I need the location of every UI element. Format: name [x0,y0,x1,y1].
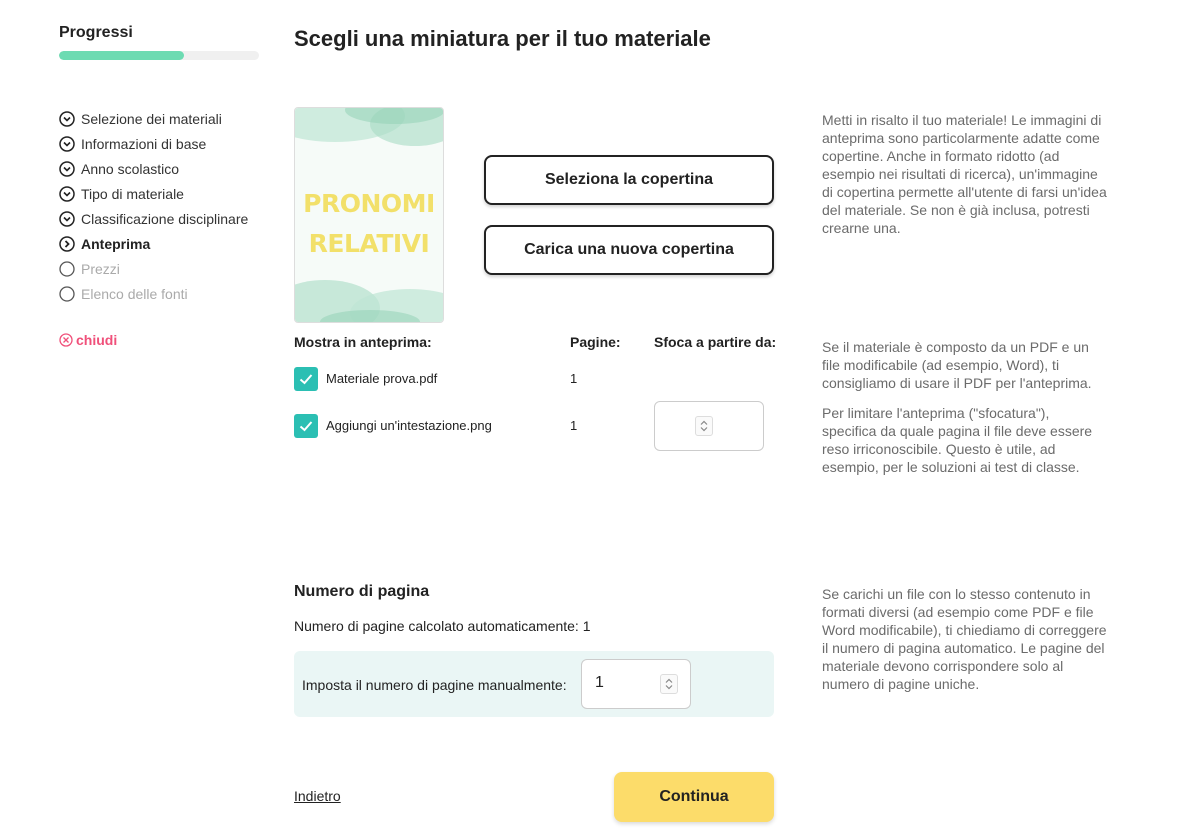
file-name: Aggiungi un'intestazione.png [326,418,492,433]
progress-bar [59,51,259,60]
progress-title: Progressi [59,24,133,41]
manual-pages-box [294,651,774,717]
thumbnail-title [295,184,443,264]
checkmark-icon [298,371,314,387]
step-list [59,106,259,306]
blur-help-text: Per limitare l'anteprima ("sfocatura"), specifica da quale pagina il file deve essere reso irriconoscibile. Questo è utile, ad esempio, per le soluzioni ai test di classe. [822,405,1093,475]
file-row [294,414,714,438]
step-material-selection[interactable] [59,106,259,131]
page-title: Scegli una miniatura per il tuo materiale [294,26,711,51]
empty-circle-icon [59,286,75,302]
back-link[interactable]: Indietro [294,788,341,804]
step-label: Classificazione disciplinare [81,210,249,227]
blur-from-page-input[interactable] [654,401,764,451]
step-basic-info[interactable] [59,131,259,156]
close-link[interactable] [59,332,259,348]
select-cover-button[interactable]: Seleziona la copertina [484,155,774,205]
stepper-arrows[interactable] [660,674,678,694]
preview-checkbox[interactable] [294,414,318,438]
manual-pages-label: Imposta il numero di pagine manualmente: [302,677,567,693]
step-prices [59,256,259,281]
close-label: chiudi [76,332,118,348]
step-label: Tipo di materiale [81,185,184,202]
thumbnail-line-1: PRONOMI [303,189,435,218]
step-label: Prezzi [81,260,120,277]
step-preview[interactable] [59,231,259,256]
file-pages: 1 [570,418,578,433]
check-circle-icon [59,161,75,177]
page-number-title: Numero di pagina [294,583,430,600]
pdf-help-text: Se il materiale è composto da un PDF e un file modificabile (ad esempio, Word), ti consigliamo di usare il PDF per l'anteprima. [822,339,1092,391]
step-classification[interactable] [59,206,259,231]
check-circle-icon [59,136,75,152]
checkmark-icon [298,418,314,434]
cover-help-text: Metti in risalto il tuo materiale! Le immagini di anteprima sono particolarmente adatte come copertine. Anche in formato ridotto (ad esempio nei risultati di ricerca), un'immagine di copertina permette all'utente di farsi un'idea del materiale. Se non è già inclusa, potresti crearne una. [822,112,1107,236]
step-label: Anteprima [81,235,151,252]
step-label: Anno scolastico [81,160,180,177]
step-label: Selezione dei materiali [81,110,222,127]
preview-checkbox[interactable] [294,367,318,391]
file-pages: 1 [570,371,578,386]
close-circle-icon [59,333,73,347]
step-material-type[interactable] [59,181,259,206]
empty-circle-icon [59,261,75,277]
thumbnail-line-2: RELATIVI [308,229,430,258]
manual-pages-input[interactable] [581,659,691,709]
file-row [294,367,714,391]
check-circle-icon [59,211,75,227]
cover-thumbnail [294,107,444,323]
continue-button[interactable]: Continua [614,772,774,822]
stepper-arrows[interactable] [695,416,713,436]
upload-cover-button[interactable]: Carica una nuova copertina [484,225,774,275]
step-sources [59,281,259,306]
stepper-icon [699,419,709,433]
step-school-year[interactable] [59,156,259,181]
preview-column-header: Mostra in anteprima: [294,334,432,350]
step-label: Elenco delle fonti [81,285,188,302]
progress-sidebar [59,24,259,348]
check-circle-icon [59,111,75,127]
chevron-circle-icon [59,236,75,252]
stepper-icon [664,677,674,691]
pages-column-header: Pagine: [570,334,621,350]
check-circle-icon [59,186,75,202]
file-name: Materiale prova.pdf [326,371,438,386]
auto-page-count: Numero di pagine calcolato automaticamente: 1 [294,618,591,634]
manual-pages-value: 1 [595,674,604,691]
progress-bar-fill [59,51,184,60]
blur-column-header: Sfoca a partire da: [654,334,777,350]
step-label: Informazioni di base [81,135,207,152]
page-number-help-text: Se carichi un file con lo stesso contenuto in formati diversi (ad esempio come PDF e file Word modificabile), ti chiediamo di correggere il numero di pagina automatico. Le pagine del materiale devono corrispondere solo al numero di pagine uniche. [822,586,1107,692]
